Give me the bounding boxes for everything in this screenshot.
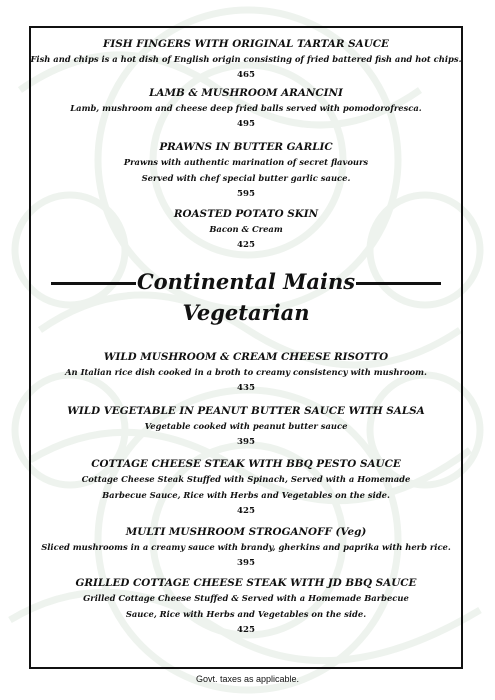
item-name: MULTI MUSHROOM STROGANOFF (Veg) [125,526,367,538]
item-price: 425 [237,506,255,516]
item-description: An Italian rice dish cooked in a broth to creamy consistency with mushroom. [65,367,427,377]
menu-item [29,457,463,519]
item-description: Lamb, mushroom and cheese deep fried balls served with pomodorofresca. [70,103,422,113]
menu-item [29,140,463,202]
item-name: GRILLED COTTAGE CHEESE STEAK WITH JD BBQ SAUCE [75,577,417,589]
menu-item [29,404,463,450]
item-description: Fish and chips is a hot dish of English origin consisting of fried battered fish and hot chips. [30,54,462,64]
item-price: 435 [237,383,255,393]
item-price: 465 [237,70,255,80]
item-name: FISH FINGERS WITH ORIGINAL TARTAR SAUCE [103,38,389,50]
item-price: 595 [237,189,255,199]
item-price: 495 [237,119,255,129]
item-name: LAMB & MUSHROOM ARANCINI [149,87,343,99]
item-description: Sliced mushrooms in a creamy sauce with brandy, gherkins and paprika with herb rice. [41,542,451,552]
item-description: Bacon & Cream [209,224,283,234]
item-name: COTTAGE CHEESE STEAK WITH BBQ PESTO SAUCE [91,458,401,470]
item-price: 395 [237,558,255,568]
item-name: ROASTED POTATO SKIN [173,208,319,220]
item-price: 425 [237,240,255,250]
item-name: WILD VEGETABLE IN PEANUT BUTTER SAUCE WITH SALSA [67,405,425,417]
section-title: Continental Mains [136,269,356,294]
menu-item [29,37,463,83]
item-description: Grilled Cottage Cheese Stuffed & Served with a Homemade Barbecue [83,593,409,603]
item-price: 395 [237,437,255,447]
item-name: PRAWNS IN BUTTER GARLIC [159,141,333,153]
menu-item [29,207,463,253]
item-price: 425 [237,625,255,635]
item-description: Vegetable cooked with peanut butter sauce [144,421,348,431]
item-description: Cottage Cheese Steak Stuffed with Spinach, Served with a Homemade [81,474,411,484]
item-description: Served with chef special butter garlic sauce. [141,173,351,183]
section-subtitle: Vegetarian [182,300,310,325]
item-description: Prawns with authentic marination of secret flavours [123,157,369,167]
item-description: Sauce, Rice with Herbs and Vegetables on the side. [125,609,367,619]
item-description: Barbecue Sauce, Rice with Herbs and Vegetables on the side. [102,490,390,500]
menu-item [29,576,463,638]
menu-item [29,86,463,132]
menu-item [29,350,463,396]
menu-item [29,525,463,571]
tax-footnote: Govt. taxes as applicable. [195,674,300,684]
item-name: WILD MUSHROOM & CREAM CHEESE RISOTTO [103,351,389,363]
menu-content [29,26,463,669]
